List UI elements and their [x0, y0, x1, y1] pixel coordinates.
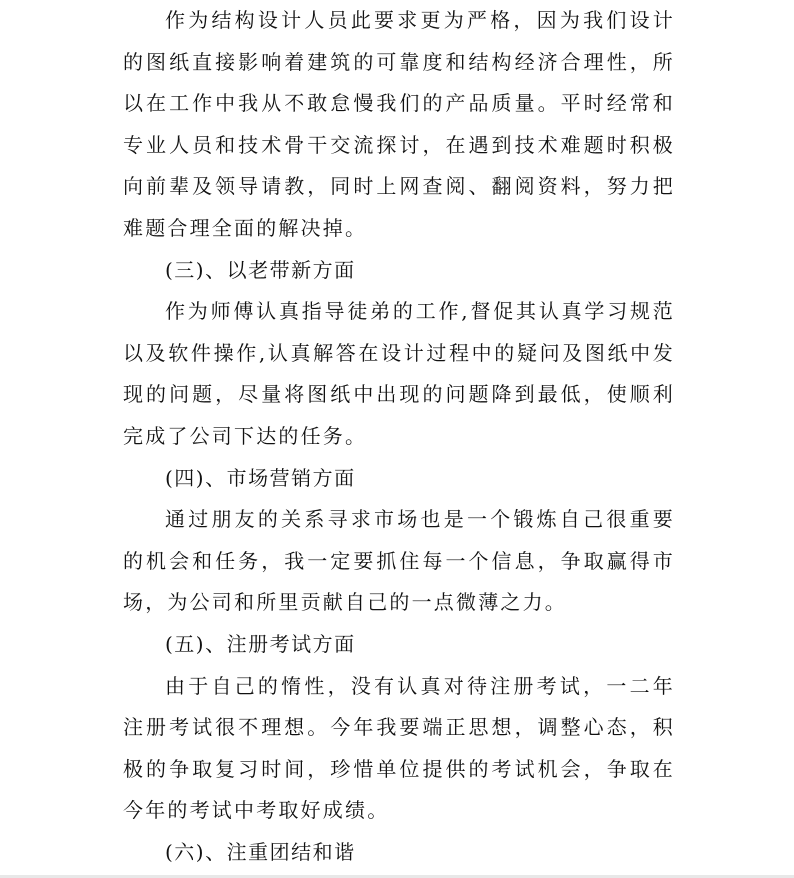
paragraph-exam: 由于自己的惰性，没有认真对待注册考试，一二年注册考试很不理想。今年我要端正思想，调整心态，积极的争取复习时间，珍惜单位提供的考试机会，争取在今年的考试中考取好成绩。	[123, 673, 675, 823]
paragraph-mentoring: 作为师傅认真指导徒弟的工作,督促其认真学习规范以及软件操作,认真解答在设计过程中的疑问及图纸中发现的问题，尽量将图纸中出现的问题降到最低，使顺利完成了公司下达的任务。	[123, 299, 675, 448]
section-heading-marketing: (四)、市场营销方面	[165, 465, 356, 490]
section-heading-teamwork: (六)、注重团结和谐	[165, 839, 356, 864]
paragraph-marketing: 通过朋友的关系寻求市场也是一个锻炼自己很重要的机会和任务，我一定要抓住每一个信息，争取赢得市场，为公司和所里贡献自己的一点微薄之力。	[123, 507, 675, 615]
document-body	[123, 0, 675, 873]
section-heading-exam: (五)、注册考试方面	[165, 631, 356, 656]
section-heading-mentoring: (三)、以老带新方面	[165, 257, 356, 282]
paragraph-design-quality: 作为结构设计人员此要求更为严格，因为我们设计的图纸直接影响着建筑的可靠度和结构经济合理性，所以在工作中我从不敢怠慢我们的产品质量。平时经常和专业人员和技术骨干交流探讨，在遇到技术难题时积极向前辈及领导请教，同时上网查阅、翻阅资料，努力把难题合理全面的解决掉。	[123, 8, 675, 240]
